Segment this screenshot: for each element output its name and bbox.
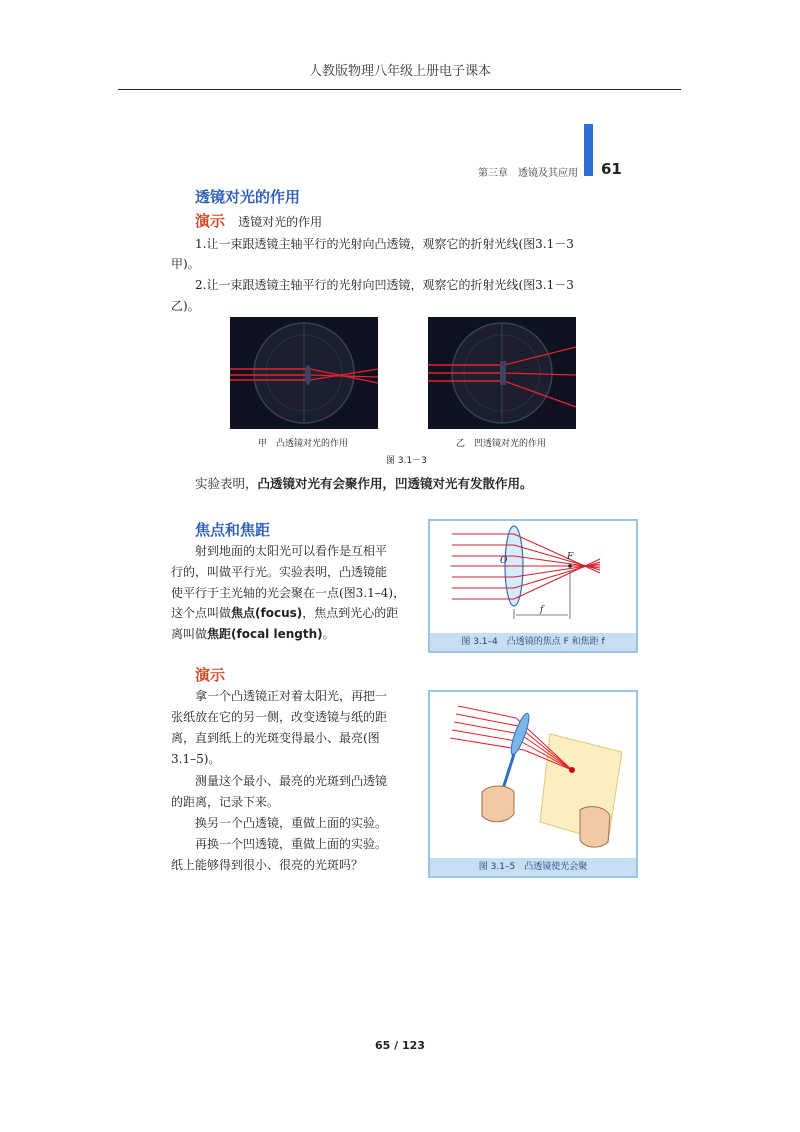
figure-3-1-4-caption: 图 3.1–4 凸透镜的焦点 F 和焦距 f bbox=[430, 633, 636, 651]
concave-lens-photo bbox=[428, 317, 576, 429]
focus-line5-c: 。 bbox=[322, 627, 335, 641]
header-divider bbox=[118, 89, 681, 90]
demo2-p2-line2: 的距离，记录下来。 bbox=[171, 795, 280, 809]
demo2-p4-line1: 再换一个凹透镜，重做上面的实验。 bbox=[195, 837, 388, 851]
figure-3-1-5-caption: 图 3.1–5 凸透镜使光会聚 bbox=[430, 858, 636, 876]
figure-3-1-3-label: 图 3.1－3 bbox=[386, 456, 427, 466]
step2-line1: 2.让一束跟透镜主轴平行的光射向凹透镜，观察它的折射光线(图3.1－3 bbox=[195, 278, 574, 292]
step1-line2: 甲)。 bbox=[171, 257, 200, 271]
label-focal-distance: f bbox=[540, 605, 544, 615]
label-focus-point: F bbox=[567, 552, 574, 562]
light-spot bbox=[569, 767, 575, 773]
focus-line3: 使平行于主光轴的光会聚在一点(图3.1–4)， bbox=[171, 586, 406, 600]
demo2-p4-line2: 纸上能够得到很小、很亮的光斑吗？ bbox=[171, 858, 364, 872]
sunlight-focus-illustration bbox=[430, 692, 636, 856]
term-focus: 焦点(focus) bbox=[231, 606, 303, 620]
figure-3-1-5 bbox=[428, 690, 638, 878]
conclusion-prefix: 实验表明， bbox=[195, 476, 258, 491]
demo-heading bbox=[195, 210, 322, 232]
photo-right-caption: 乙 凹透镜对光的作用 bbox=[456, 439, 547, 449]
demo2-p1-line1: 拿一个凸透镜正对着太阳光，再把一 bbox=[195, 689, 388, 703]
conclusion-bold: 凸透镜对光有会聚作用，凹透镜对光有发散作用。 bbox=[257, 476, 533, 491]
demo2-p2-line1: 测量这个最小、最亮的光斑到凸透镜 bbox=[195, 774, 388, 788]
demo2-heading: 演示 bbox=[195, 666, 226, 684]
section-title-focus: 焦点和焦距 bbox=[195, 521, 271, 539]
focus-line5-a: 离叫做 bbox=[171, 627, 208, 641]
photo-left-caption: 甲 凸透镜对光的作用 bbox=[258, 439, 349, 449]
term-focal-length: 焦距(focal length) bbox=[207, 627, 323, 641]
step1-line1: 1.让一束跟透镜主轴平行的光射向凸透镜，观察它的折射光线(图3.1－3 bbox=[195, 237, 574, 251]
focus-line5 bbox=[171, 624, 335, 644]
left-hand-icon bbox=[482, 786, 514, 822]
chapter-tab-bar bbox=[584, 124, 593, 176]
focus-line4-a: 这个点叫做 bbox=[171, 606, 232, 620]
demo2-p3: 换另一个凸透镜，重做上面的实验。 bbox=[195, 816, 388, 830]
right-hand-icon bbox=[580, 807, 610, 847]
page-indicator: 65 / 123 bbox=[375, 1039, 425, 1052]
demo2-p1-line2: 张纸放在它的另一侧，改变透镜与纸的距 bbox=[171, 710, 388, 724]
demo2-p1-line4: 3.1–5)。 bbox=[171, 752, 221, 766]
chapter-label: 第三章 透镜及其应用 bbox=[478, 168, 578, 179]
page-number: 61 bbox=[601, 160, 622, 178]
demo2-p1-line3: 离，直到纸上的光斑变得最小、最亮(图 bbox=[171, 731, 380, 745]
section-title-lens-effect: 透镜对光的作用 bbox=[195, 188, 301, 206]
figure-3-1-4 bbox=[428, 519, 638, 653]
demo-title: 透镜对光的作用 bbox=[238, 215, 323, 229]
focus-line2: 行的，叫做平行光。实验表明，凸透镜能 bbox=[171, 565, 388, 579]
focus-line4-c: ，焦点到光心的距 bbox=[302, 606, 399, 620]
demo-label: 演示 bbox=[195, 212, 226, 230]
focus-line1: 射到地面的太阳光可以看作是互相平 bbox=[195, 544, 388, 558]
step2-line2: 乙)。 bbox=[171, 299, 200, 313]
convex-lens-photo bbox=[230, 317, 378, 429]
focus-line4 bbox=[171, 603, 398, 623]
conclusion-text bbox=[195, 474, 533, 494]
label-optical-center: O bbox=[500, 556, 508, 566]
document-title: 人教版物理八年级上册电子课本 bbox=[308, 64, 491, 79]
focal-diagram bbox=[430, 521, 636, 629]
